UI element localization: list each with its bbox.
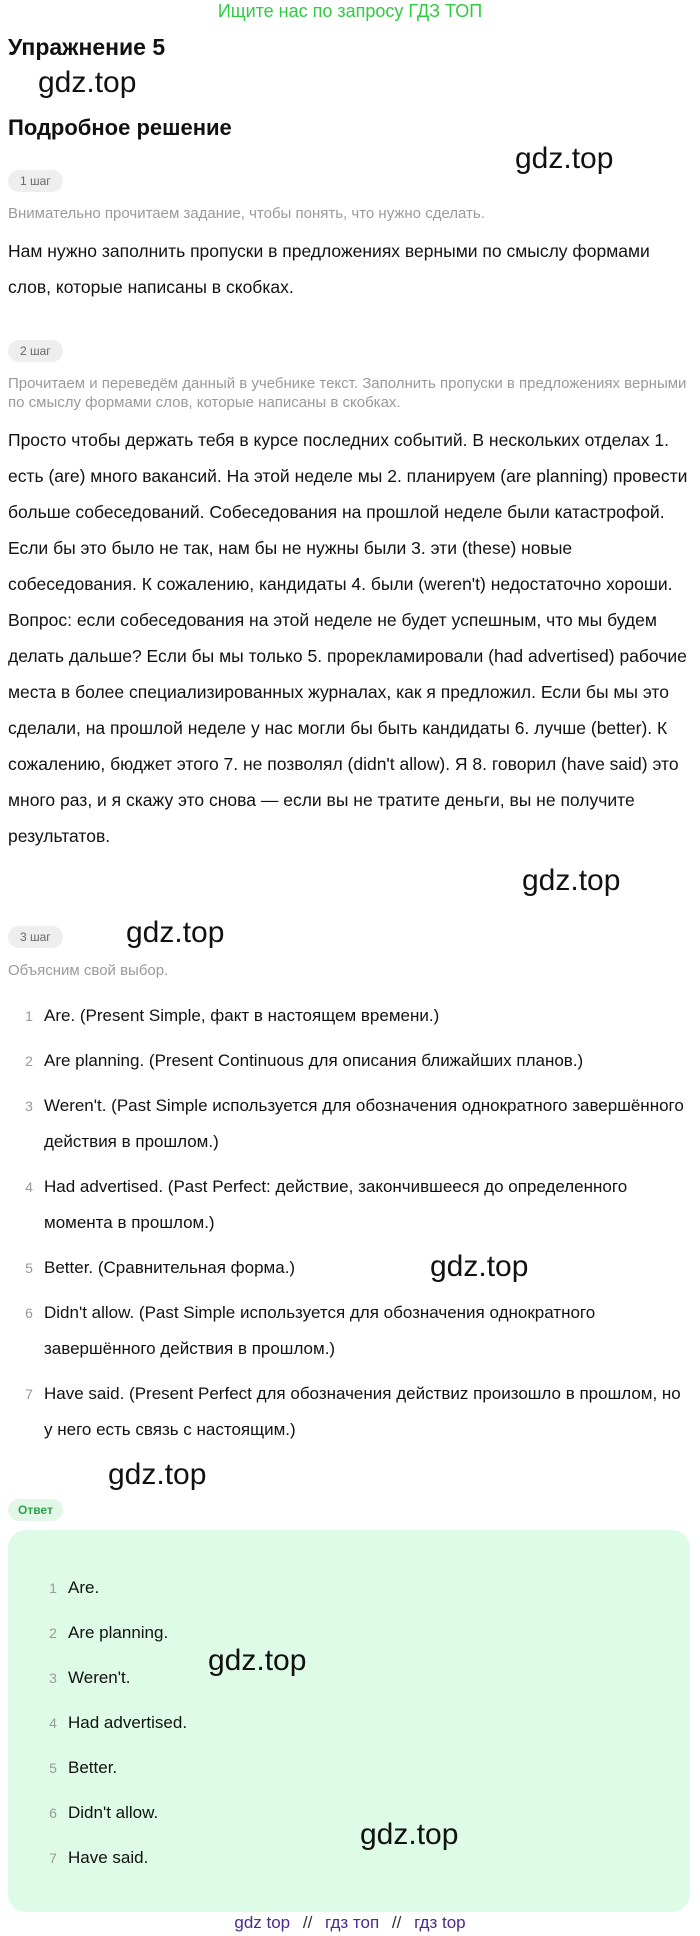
- answer-text: Didn't allow.: [68, 1803, 159, 1822]
- list-number: 2: [25, 1053, 33, 1069]
- answer-text: Are.: [68, 1578, 100, 1597]
- list-text: Didn't allow. (Past Simple используется для обозначения однократного завершённого действия в прошлом.): [44, 1303, 596, 1358]
- step-note: Внимательно прочитаем задание, чтобы понять, что нужно сделать.: [8, 205, 485, 222]
- list-number: 1: [25, 1008, 33, 1024]
- list-text: Weren't. (Past Simple используется для обозначения однократного завершённого действия в прошлом.): [44, 1096, 684, 1151]
- answer-text: Are planning.: [68, 1623, 169, 1642]
- answer-text: Have said.: [68, 1848, 149, 1867]
- footer-separator: //: [302, 1913, 313, 1932]
- list-text: Are. (Present Simple, факт в настоящем времени.): [44, 1006, 440, 1025]
- watermark: gdz.top: [108, 1458, 207, 1491]
- step-note: Объясним свой выбор.: [8, 962, 169, 979]
- step-note: Прочитаем и переведём данный в учебнике текст. Заполнить пропуски в предложениях верными по смыслу формами слов, которые написаны в скобках.: [8, 375, 687, 411]
- watermark: gdz.top: [126, 916, 225, 949]
- watermark: gdz.top: [430, 1250, 529, 1283]
- footer-links: [0, 1912, 700, 1934]
- footer-separator: //: [391, 1913, 402, 1932]
- list-number: 3: [25, 1098, 33, 1114]
- watermark: gdz.top: [208, 1644, 307, 1677]
- watermark: gdz.top: [515, 142, 614, 175]
- list-number: 4: [25, 1179, 33, 1195]
- section-title: Подробное решение: [8, 115, 232, 140]
- list-number: 5: [25, 1260, 33, 1276]
- answer-text: Weren't.: [68, 1668, 131, 1687]
- answer-number: 5: [49, 1760, 57, 1776]
- list-text: Are planning. (Present Continuous для описания ближайших планов.): [44, 1051, 584, 1070]
- list-number: 7: [25, 1386, 33, 1402]
- answer-text: Had advertised.: [68, 1713, 188, 1732]
- answer-number: 2: [49, 1625, 57, 1641]
- list-text: Have said. (Present Perfect для обозначения действиz произошло в прошлом, но у него есть связь с настоящим.): [44, 1384, 681, 1439]
- watermark: gdz.top: [38, 66, 137, 99]
- search-banner: Ищите нас по запросу ГДЗ ТОП: [217, 1, 483, 21]
- answer-text: Better.: [68, 1758, 118, 1777]
- list-number: 6: [25, 1305, 33, 1321]
- list-text: Better. (Сравнительная форма.): [44, 1258, 296, 1277]
- answer-box: [8, 1530, 690, 1912]
- footer-link[interactable]: гдз топ: [325, 1913, 380, 1932]
- answer-number: 3: [49, 1670, 57, 1686]
- watermark: gdz.top: [522, 864, 621, 897]
- step-badge: 1 шаг: [8, 170, 63, 192]
- footer-link[interactable]: gdz top: [234, 1913, 291, 1932]
- watermark: gdz.top: [360, 1818, 459, 1851]
- answer-number: 1: [49, 1580, 57, 1596]
- answer-badge: Ответ: [8, 1499, 63, 1521]
- answer-number: 6: [49, 1805, 57, 1821]
- step-text: Просто чтобы держать тебя в курсе последних событий. В нескольких отделах 1. есть (are) много вакансий. На этой неделе мы 2. планируем (are planning) провести больше собеседований. Собеседования на прошлой неделе были катастрофой. Если бы это было не так, нам бы не нужны были 3. эти (these) новые собеседования. К сожалению, кандидаты 4. были (weren't) недостаточно хороши. Вопрос: если собеседования на этой неделе не будет успешным, что мы будем делать дальше? Если бы мы только 5. прорекламировали (had advertised) рабочие места в более специализированных журналах, как я предложил. Если бы мы это сделали, на прошлой неделе у нас могли бы быть кандидаты 6. лучше (better). К сожалению, бюджет этого 7. не позволял (didn't allow). Я 8. говорил (have said) это много раз, и я скажу это снова — если вы не тратите деньги, вы не получите результатов.: [8, 430, 688, 846]
- step-badge: 2 шаг: [8, 340, 63, 362]
- step-badge: 3 шаг: [8, 926, 63, 948]
- page-title: Упражнение 5: [8, 34, 166, 60]
- answer-number: 7: [49, 1850, 57, 1866]
- footer-link[interactable]: гдз top: [414, 1913, 466, 1932]
- step-text: Нам нужно заполнить пропуски в предложениях верными по смыслу формами слов, которые написаны в скобках.: [8, 241, 650, 297]
- list-text: Had advertised. (Past Perfect: действие, закончившееся до определенного момента в прошлом.): [44, 1177, 628, 1232]
- answer-number: 4: [49, 1715, 57, 1731]
